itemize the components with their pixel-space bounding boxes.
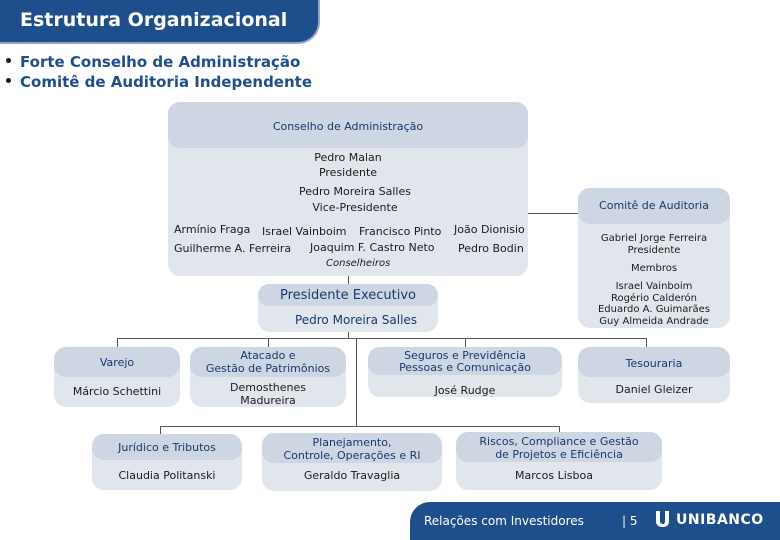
board-member: Israel Vainboim [262,225,347,238]
unibanco-logo-icon [654,510,674,532]
bullet-item-1 [6,53,300,71]
audit-members-label: Membros [630,263,678,274]
ceo-title: Presidente Executivo [279,288,417,303]
connector-juridico [160,426,161,434]
audit-chair-role: Presidente [627,245,681,256]
board-member: Joaquim F. Castro Neto [310,241,435,254]
unit-title-tesouraria: Tesouraria [625,357,683,370]
connector-row2-bar [160,426,560,427]
footer-text: Relações com Investidores [424,514,584,528]
unit-person-riscos: Marcos Lisboa [515,469,593,482]
board-member: João Dionisio [454,223,525,236]
audit-title: Comitê de Auditoria [599,199,709,212]
connector-seguros [465,338,466,347]
unit-person-atacado: Demosthenes Madureira [230,381,306,407]
board-member: Pedro Bodin [458,242,524,255]
unit-person-varejo: Márcio Schettini [72,385,162,398]
unit-title-juridico: Jurídico e Tributos [118,441,216,454]
unit-title-seguros: Seguros e Previdência Pessoas e Comunicação [399,349,531,374]
bullet-text-1: Forte Conselho de Administração [20,53,301,71]
unit-title-atacado: Atacado e Gestão de Patrimônios [205,349,331,375]
connector-row1-bar [117,338,647,339]
page-number: | 5 [622,514,638,528]
connector-varejo [117,338,118,347]
audit-chair-name: Gabriel Jorge Ferreira [600,233,708,244]
bullet-text-2: Comitê de Auditoria Independente [20,73,313,91]
unit-title-planejamento: Planejamento, Controle, Operações e RI [283,436,421,462]
bullet-item-2 [6,73,312,91]
connector-row2-trunk [356,338,357,426]
ceo-name: Pedro Moreira Salles [294,313,418,327]
board-member: Guilherme A. Ferreira [174,242,292,255]
unit-person-seguros: José Rudge [434,384,496,397]
unit-person-planejamento: Geraldo Travaglia [303,469,401,482]
bullet-icon [6,78,11,83]
board-chair-role: Presidente [318,166,378,179]
audit-member: Guy Almeida Andrade [599,316,709,327]
audit-member: Rogério Calderón [610,293,698,304]
page-title: Estrutura Organizacional [20,9,288,31]
board-members-label: Conselheiros [326,258,391,269]
board-vice-role: Vice-Presidente [312,201,398,214]
unit-title-riscos: Riscos, Compliance e Gestão de Projetos e Eficiência [479,435,639,461]
unit-person-tesouraria: Daniel Gleizer [615,383,693,396]
unibanco-logo-text: UNIBANCO [676,512,764,528]
unit-person-juridico: Claudia Politanski [118,469,216,482]
bullet-icon [6,58,11,63]
audit-member: Eduardo A. Guimarães [597,304,711,315]
board-member: Armínio Fraga [174,223,251,236]
connector-atacado [268,338,269,347]
board-vice-name: Pedro Moreira Salles [299,185,411,198]
connector-tesouraria [646,338,647,347]
board-member: Francisco Pinto [359,225,442,238]
board-chair-name: Pedro Malan [314,151,382,164]
audit-member: Israel Vainboim [615,281,693,292]
board-title: Conselho de Administração [272,120,424,133]
unit-title-varejo: Varejo [99,356,135,369]
